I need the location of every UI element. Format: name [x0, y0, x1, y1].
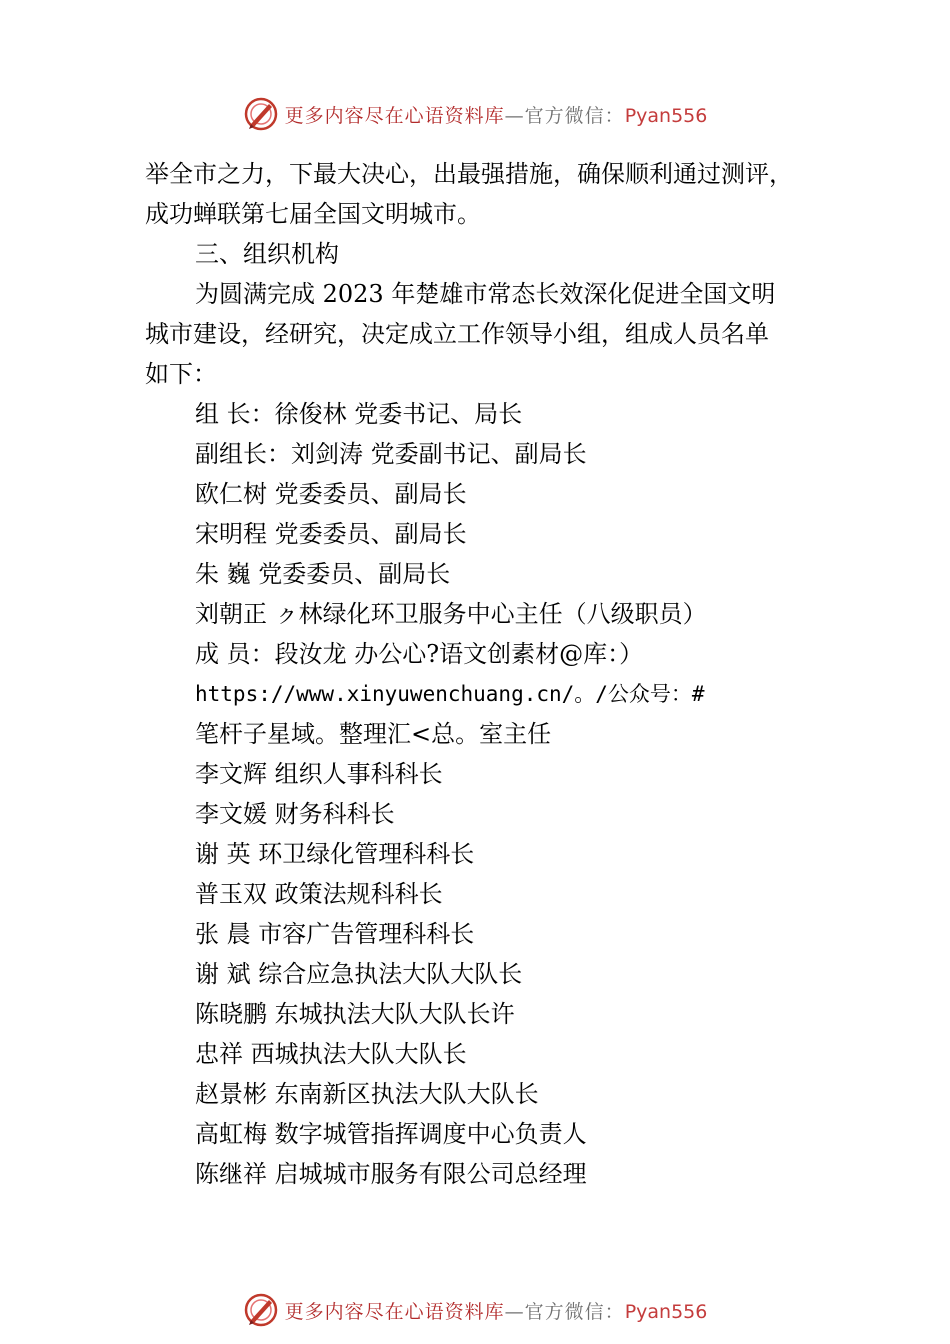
member-line: 谢 英 环卫绿化管理科科长 [195, 840, 475, 868]
paragraph-line: 城市建设，经研究，决定成立工作领导小组，组成人员名单 [145, 320, 769, 348]
member-line: 赵景彬 东南新区执法大队大队长 [195, 1080, 539, 1108]
paragraph-line: 举全市之力，下最大决心，出最强措施，确保顺利通过测评， [145, 160, 793, 188]
banner-wechat-id: Pyan556 [624, 104, 708, 127]
url-line: https://www.xinyuwenchuang.cn/。/公众号：# [195, 682, 705, 706]
member-line: 高虹梅 数字城管指挥调度中心负责人 [195, 1120, 587, 1148]
section-heading: 三、组织机构 [195, 240, 339, 268]
member-line: 李文辉 组织人事科科长 [195, 760, 443, 788]
member-line: 成 员：段汝龙 办公心?语文创素材@库：） [195, 640, 644, 668]
member-line: 副组长：刘剑涛 党委副书记、副局长 [195, 440, 587, 468]
banner-wechat-id: Pyan556 [624, 1300, 708, 1323]
footer-watermark-banner [0, 1288, 950, 1332]
member-line: 陈晓鹏 东城执法大队大队长许 [195, 1000, 515, 1028]
member-line: 李文媛 财务科科长 [195, 800, 395, 828]
member-line: 朱 巍 党委委员、副局长 [195, 560, 451, 588]
banner-wechat-label: —官方微信： [504, 104, 625, 127]
member-line: 笔杆子星域。整理汇<总。室主任 [195, 720, 552, 748]
paragraph-line: 成功蝉联第七届全国文明城市。 [145, 200, 481, 228]
document-body [145, 154, 815, 1194]
member-line: 谢 斌 综合应急执法大队大队长 [195, 960, 523, 988]
member-line: 组 长：徐俊林 党委书记、局长 [195, 400, 523, 428]
member-line: 刘朝正 ㇰ林绿化环卫服务中心主任（八级职员） [195, 600, 707, 628]
paragraph-line: 如下： [145, 360, 217, 388]
banner-title: 更多内容尽在心语资料库 [284, 104, 505, 127]
pen-logo-icon [243, 96, 279, 132]
banner-wechat-label: —官方微信： [504, 1300, 625, 1323]
paragraph-line: 为圆满完成 2023 年楚雄市常态长效深化促进全国文明 [195, 280, 776, 308]
header-watermark-banner [0, 92, 950, 136]
member-line: 张 晨 市容广告管理科科长 [195, 920, 475, 948]
member-line: 宋明程 党委委员、副局长 [195, 520, 467, 548]
member-line: 欧仁树 党委委员、副局长 [195, 480, 467, 508]
member-line: 陈继祥 启城城市服务有限公司总经理 [195, 1160, 587, 1188]
banner-title: 更多内容尽在心语资料库 [284, 1300, 505, 1323]
member-line: 普玉双 政策法规科科长 [195, 880, 443, 908]
pen-logo-icon [243, 1292, 279, 1328]
member-line: 忠祥 西城执法大队大队长 [195, 1040, 467, 1068]
